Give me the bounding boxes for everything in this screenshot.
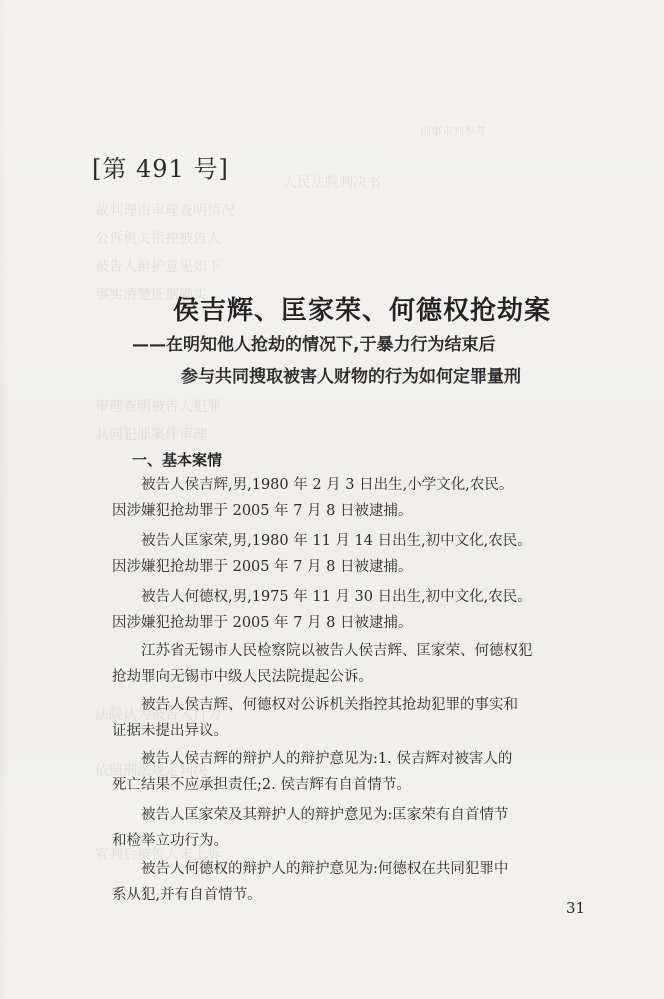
paragraph-line: 被告人侯吉辉、何德权对公诉机关指控其抢劫犯罪的事实和 bbox=[141, 697, 518, 713]
case-subtitle-line-1: ——在明知他人抢劫的情况下,于暴力行为结束后 bbox=[132, 335, 496, 355]
case-number-label: 第 491 号 bbox=[102, 155, 219, 183]
paragraph-line: 被告人匡家荣及其辩护人的辩护意见为:匡家荣有自首情节 bbox=[141, 807, 509, 823]
bleed-through-text: 公诉机关指控被告人 bbox=[95, 231, 221, 247]
paragraph-line: 因涉嫌犯抢劫罪于 2005 年 7 月 8 日被逮捕。 bbox=[112, 503, 413, 519]
case-number-open-bracket: [ bbox=[92, 155, 103, 183]
bleed-through-text: 宣判后被告人未上诉 bbox=[95, 847, 221, 863]
bleed-through-text: 审理查明被告人犯罪 bbox=[95, 399, 221, 415]
paragraph-line: 系从犯,并有自首情节。 bbox=[112, 887, 262, 903]
bleed-through-text: 共同犯罪案件审理 bbox=[95, 427, 207, 443]
bleed-through-text: 裁判理由审理查明情况 bbox=[95, 203, 235, 219]
paragraph-line: 江苏省无锡市人民检察院以被告人侯吉辉、匡家荣、何德权犯 bbox=[141, 643, 533, 659]
paragraph-line: 被告人侯吉辉的辩护人的辩护意见为:1. 侯吉辉对被害人的 bbox=[141, 751, 513, 767]
case-title: 侯吉辉、匡家荣、何德权抢劫案 bbox=[173, 296, 552, 326]
paragraph-line: 被告人侯吉辉,男,1980 年 2 月 3 日出生,小学文化,农民。 bbox=[141, 477, 514, 493]
bleed-through-header-text: 刑事审判参考 bbox=[420, 125, 486, 138]
paragraph-line: 被告人何德权,男,1975 年 11 月 30 日出生,初中文化,农民。 bbox=[141, 589, 532, 605]
paragraph-line: 被告人匡家荣,男,1980 年 11 月 14 日出生,初中文化,农民。 bbox=[141, 533, 532, 549]
case-subtitle-line-2: 参与共同搜取被害人财物的行为如何定罪量刑 bbox=[181, 367, 521, 387]
bleed-through-text: 依照刑法规定判决 bbox=[95, 763, 207, 779]
paragraph-line: 死亡结果不应承担责任;2. 侯吉辉有自首情节。 bbox=[112, 777, 411, 793]
section-heading: 一、基本案情 bbox=[132, 451, 223, 469]
paragraph-line: 被告人何德权的辩护人的辩护意见为:何德权在共同犯罪中 bbox=[141, 861, 509, 877]
bleed-through-text: 被告人辩护意见如下 bbox=[95, 259, 221, 275]
paragraph-line: 因涉嫌犯抢劫罪于 2005 年 7 月 8 日被逮捕。 bbox=[112, 615, 413, 631]
paragraph-line: 因涉嫌犯抢劫罪于 2005 年 7 月 8 日被逮捕。 bbox=[112, 559, 413, 575]
bleed-through-text: 人民法院判决书 bbox=[283, 175, 381, 191]
page-number: 31 bbox=[566, 899, 586, 917]
bleed-through-text: 事实清楚证据确实 bbox=[95, 287, 207, 303]
bleed-through-text: 法院认为被告人行为 bbox=[95, 707, 221, 723]
case-number bbox=[92, 152, 229, 186]
page-left-edge-shadow bbox=[0, 0, 8, 999]
paragraph-line: 抢劫罪向无锡市中级人民法院提起公诉。 bbox=[112, 669, 373, 685]
paragraph-line: 和检举立功行为。 bbox=[112, 833, 228, 849]
case-number-close-bracket: ] bbox=[218, 155, 229, 183]
paragraph-line: 证据未提出异议。 bbox=[112, 723, 228, 739]
